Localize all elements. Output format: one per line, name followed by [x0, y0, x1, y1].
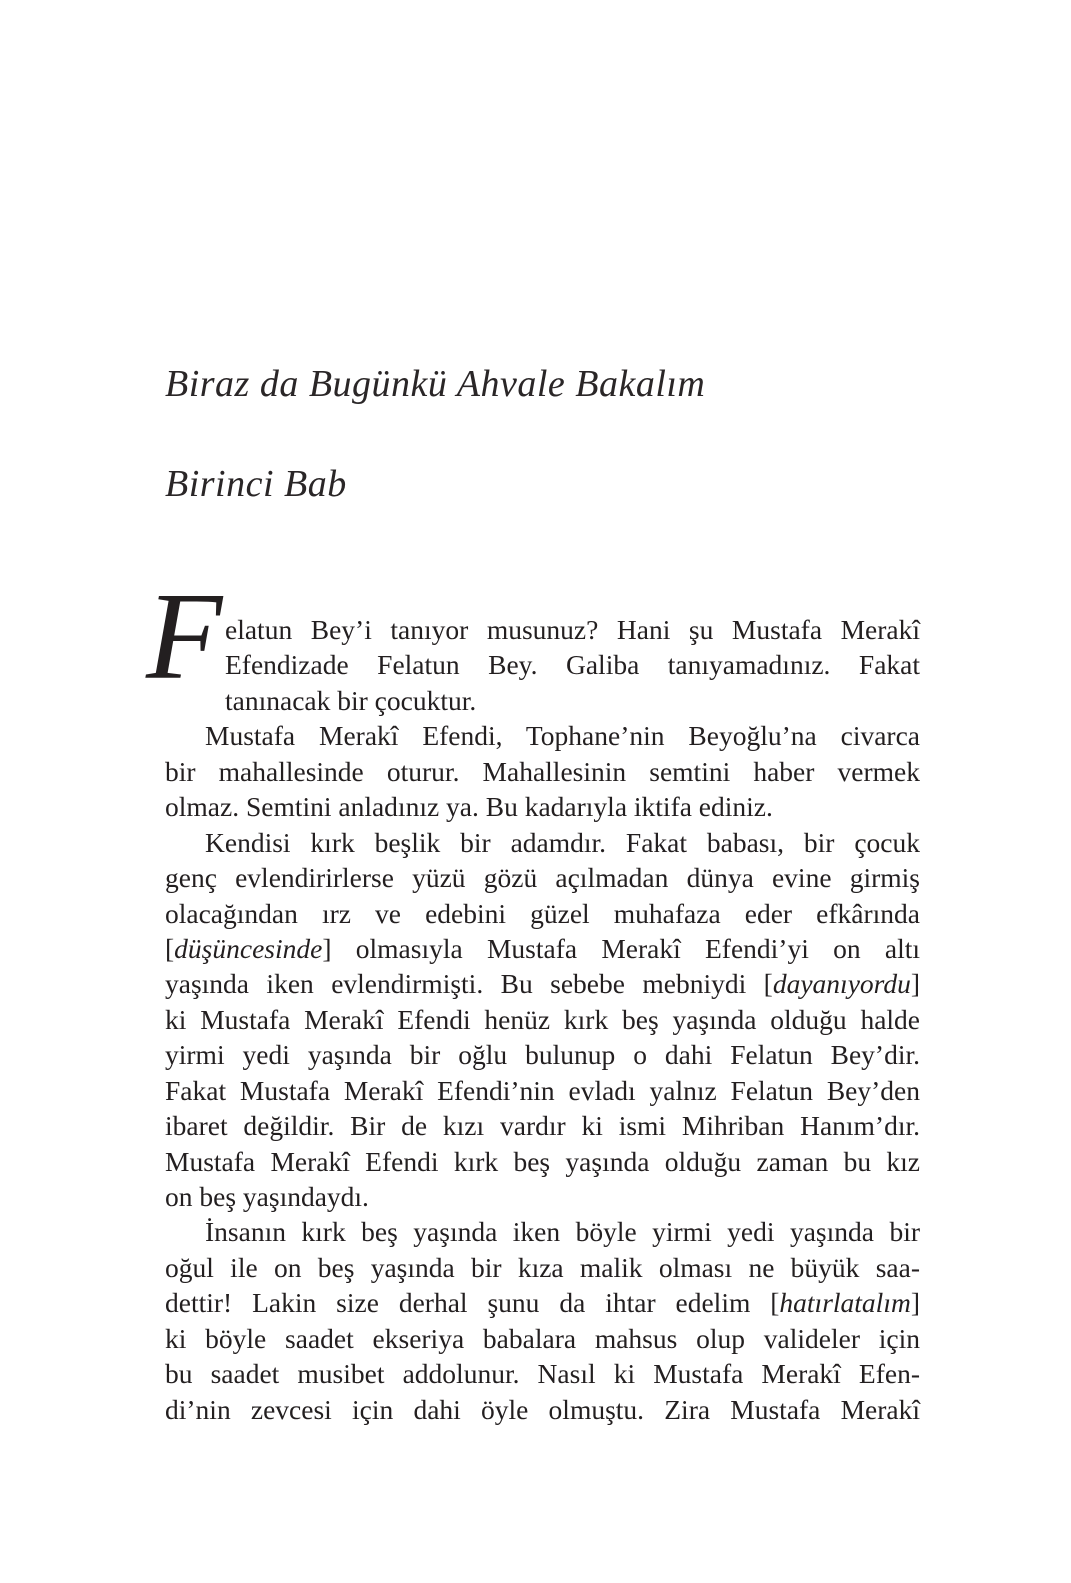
- text-run: ]: [910, 1287, 920, 1319]
- text-run: ] olmasıyla Mustafa Merakî Efendi’yi on altı: [322, 932, 920, 964]
- text-run: tanınacak bir çocuktur.: [225, 684, 477, 716]
- text-line: [165, 1392, 920, 1427]
- text-line: [165, 1321, 920, 1356]
- text-run: ki böyle saadet ekseriya babalara mahsus olup valideler için: [165, 1322, 920, 1354]
- text-line: [165, 789, 920, 824]
- text-line: [165, 931, 920, 966]
- text-line: [165, 1179, 920, 1214]
- emphasis-run: dayanıyordu: [772, 968, 911, 1000]
- text-run: bu saadet musibet addolunur. Nasıl ki Mustafa Merakî Efen-: [165, 1358, 920, 1390]
- text-run: dettir! Lakin size derhal şunu da ihtar edelim [: [165, 1287, 780, 1319]
- drop-cap: F: [146, 568, 223, 706]
- paragraph: [165, 612, 920, 718]
- text-line: [165, 718, 920, 753]
- paragraph: [165, 825, 920, 1215]
- text-run: [: [165, 932, 175, 964]
- text-run: ibaret değildir. Bir de kızı vardır ki ismi Mihriban Hanım’dır.: [165, 1110, 920, 1142]
- text-line: [165, 1002, 920, 1037]
- text-run: olmaz. Semtini anladınız ya. Bu kadarıyla iktifa ediniz.: [165, 791, 773, 823]
- text-run: on beş yaşındaydı.: [165, 1181, 369, 1212]
- text-line: [165, 1108, 920, 1143]
- text-line: [165, 1037, 920, 1072]
- text-line: [165, 1356, 920, 1391]
- text-line: [165, 825, 920, 860]
- text-run: ki Mustafa Merakî Efendi henüz kırk beş yaşında olduğu halde: [165, 1003, 920, 1035]
- text-run: di’nin zevcesi için dahi öyle olmuştu. Zira Mustafa Merakî: [165, 1393, 920, 1425]
- text-run: oğul ile on beş yaşında bir kıza malik olması ne büyük saa-: [165, 1251, 920, 1283]
- chapter-title: Biraz da Bugünkü Ahvale Bakalım: [165, 363, 706, 405]
- text-line: [165, 1250, 920, 1285]
- text-run: Mustafa Merakî Efendi, Tophane’nin Beyoğlu’na civarca: [205, 720, 920, 752]
- text-line: [165, 612, 920, 647]
- text-run: Mustafa Merakî Efendi kırk beş yaşında olduğu zaman bu kız: [165, 1145, 920, 1177]
- text-run: yaşında iken evlendirmişti. Bu sebebe mebniydi [: [165, 968, 773, 1000]
- text-run: genç evlendirirlerse yüzü gözü açılmadan dünya evine girmiş: [165, 862, 920, 894]
- text-run: elatun Bey’i tanıyor musunuz? Hani şu Mustafa Merakî: [225, 614, 920, 645]
- chapter-subtitle: Birinci Bab: [165, 463, 347, 505]
- text-line: [165, 860, 920, 895]
- text-line: [165, 647, 920, 682]
- text-line: [165, 754, 920, 789]
- text-run: olacağından ırz ve edebini güzel muhafaza eder efkârında: [165, 897, 920, 929]
- paragraph: [165, 718, 920, 824]
- text-line: [165, 1144, 920, 1179]
- text-line: [165, 683, 920, 718]
- text-run: yirmi yedi yaşında bir oğlu bulunup o dahi Felatun Bey’dir.: [165, 1039, 920, 1071]
- text-line: [165, 966, 920, 1001]
- emphasis-run: hatırlatalım: [779, 1287, 911, 1319]
- emphasis-run: düşüncesinde: [174, 932, 323, 964]
- text-line: [165, 1073, 920, 1108]
- text-line: [165, 1214, 920, 1249]
- text-line: [165, 1285, 920, 1320]
- text-run: Fakat Mustafa Merakî Efendi’nin evladı yalnız Felatun Bey’den: [165, 1074, 920, 1106]
- text-run: İnsanın kırk beş yaşında iken böyle yirmi yedi yaşında bir: [205, 1216, 920, 1248]
- text-run: ]: [910, 968, 920, 1000]
- body-text: [165, 612, 920, 1427]
- paragraph: [165, 1214, 920, 1427]
- text-run: bir mahallesinde oturur. Mahallesinin semtini haber vermek: [165, 755, 920, 787]
- text-line: [165, 896, 920, 931]
- text-run: Efendizade Felatun Bey. Galiba tanıyamadınız. Fakat: [225, 649, 920, 681]
- text-run: Kendisi kırk beşlik bir adamdır. Fakat babası, bir çocuk: [205, 826, 920, 858]
